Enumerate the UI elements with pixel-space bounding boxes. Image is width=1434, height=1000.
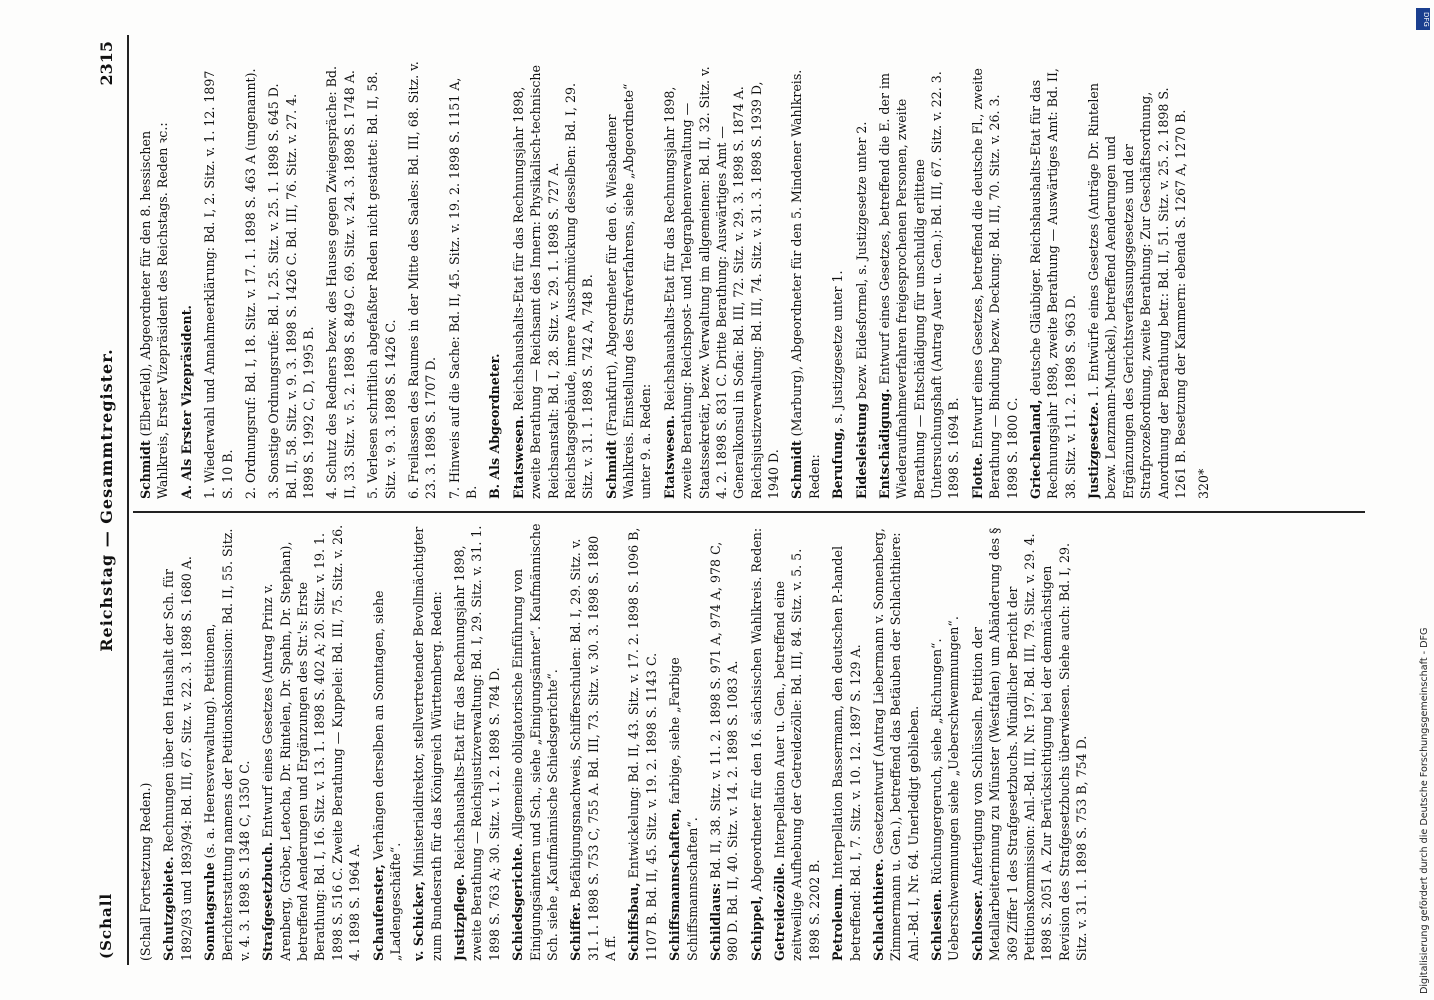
entry-text: Entwurf eines Gesetzes, betreffend die deutsche Fl., zweite Berathung — Bindung bezw. Deckung: Bd. III, 70. Sitz. v. 26. 3. 1898 S. 1800 C.	[969, 68, 1020, 499]
register-entry	[829, 523, 864, 961]
entry-text: s. Justizgesetze unter 1.	[830, 270, 846, 424]
digitization-credit: Digitalisierung gefördert durch die Deutsche Forschungsgemeinschaft - DFG	[1419, 627, 1430, 994]
entry-text: Interpellation Bassermann, den deutschen P.-handel betreffend: Bd. I, 7. Sitz. v. 10. 12. 1897 S. 129 A.	[830, 546, 863, 961]
register-entry	[876, 61, 963, 499]
entry-text: Rechnungen über den Haushalt der Sch. für 1892/93 und 1893/94: Bd. III, 67. Sitz. v. 22. 3. 1898 S. 1680 A.	[161, 556, 194, 961]
entry-heading: Griechenland,	[1027, 399, 1043, 499]
register-entry	[510, 61, 597, 499]
entry-heading: Schutzgebiete.	[161, 856, 177, 961]
entry-heading: Strafgesetzbuch.	[260, 841, 276, 961]
entry-text: (s. a. Heeresverwaltung). Petitionen, Berichterstattung namens der Petitionskommission: Bd. II, 55. Sitz. v. 4. 3. 1898 S. 1348 C, 1350 C.	[202, 528, 252, 961]
register-entry	[160, 523, 195, 961]
entry-heading: Justizgesetze.	[1086, 401, 1101, 499]
register-entry	[405, 61, 440, 499]
entry-heading: Etatswesen.	[510, 415, 526, 499]
register-entry	[201, 523, 253, 961]
register-entry	[370, 523, 405, 961]
register-entry	[707, 523, 742, 961]
register-entry	[788, 61, 823, 499]
register-entry	[603, 61, 655, 499]
entry-heading: Getreidezölle.	[772, 862, 787, 961]
entry-text: Reichshaushalts-Etat für das Rechnungsjahr 1898, zweite Berathung — Reichsjustizverwaltung: Bd. I, 29. Sitz. v. 31. 1. 1898 S. 763 A; 30. Sitz. v. 1. 2. 1898 S. 784 D.	[452, 525, 502, 961]
entry-heading: B. Als Abgeordneter.	[487, 353, 503, 499]
entry-heading: Schlachthiere.	[870, 858, 886, 961]
register-entry	[928, 523, 963, 961]
entry-text: farbige, siehe „Farbige Schiffsmannschaften“.	[667, 657, 700, 961]
entry-text: 320*	[1196, 468, 1212, 499]
header-left: (Schall	[97, 892, 115, 959]
entry-heading: Schaufenster,	[370, 864, 386, 961]
entry-text: Reichshaushalts-Etat für das Rechnungsjahr 1898, zweite Berathung — Reichsamt des Innern: Physikalisch-technische Reichsanstalt: Bd. I, 28. Sitz. v. 29. 1. 1898 S. 727 A. Reichstagsgebäude, innere Ausschmückung desselben: Bd. I, 29. Sitz. v. 31. 1. 1898 S. 742 A, 748 B.	[510, 65, 596, 499]
entry-text: (Schall Fortsetzung Reden.)	[138, 782, 153, 961]
entry-heading: Justizpflege.	[452, 873, 467, 961]
register-entry	[771, 523, 823, 961]
register-entry	[242, 61, 259, 499]
entry-heading: Entschädigung.	[876, 388, 892, 499]
entry-heading: Sonntagsruhe	[202, 862, 218, 961]
register-entry	[748, 523, 765, 961]
entry-heading: Schmidt	[603, 440, 619, 499]
register-entry	[1195, 61, 1212, 499]
register-entry	[451, 523, 503, 961]
entry-text: Interpellation Auer u. Gen., betreffend eine zeitweilige Aufhebung der Getreidezölle: Bd. III, 84. Sitz. v. 5. 5. 1898 S. 2202 B.	[772, 548, 822, 961]
right-column	[137, 61, 1363, 499]
register-entry	[567, 523, 619, 961]
register-entry	[364, 61, 399, 499]
entry-text: deutsche Gläubiger. Reichshaushalts-Etat für das Rechnungsjahr 1898, zweite Berathung — Auswärtiges Amt: Bd. II, 38. Sitz. v. 11. 2. 1898 S. 963 D.	[1027, 68, 1078, 499]
entry-text: bezw. Eidesformel, s. Justizgesetze unter 2.	[853, 121, 869, 400]
entry-heading: Schlosser.	[969, 889, 985, 961]
register-entry	[625, 523, 660, 961]
register-entry	[509, 523, 561, 961]
page-number: 2315	[97, 41, 116, 86]
rotated-register-page	[97, 35, 1369, 965]
register-entry	[265, 61, 317, 499]
entry-text: (Elberfeld), Abgeordneter für den 8. hessischen Wahlkreis, Erster Vizepräsident des Reichstags. Reden ꝛc.:	[138, 122, 171, 499]
register-entry	[661, 61, 783, 499]
header-rule	[127, 35, 129, 965]
entry-text: 1. Entwürfe eines Gesetzes (Anträge Dr. Rintelen bezw. Lenzmann-Munckel), betreffend Aenderungen und Ergänzungen des Gerichtsverfassungsgesetzes und der Strafprozeßordnung, zweite Berathung: Zur Geschäftsordnung, Anordnung der Berathung betr.: Bd. II, 51. Sitz. v. 25. 2. 1898 S. 1261 B. Besetzung der Kammern: ebenda S. 1267 A, 1270 B.	[1086, 83, 1188, 499]
register-entry	[969, 61, 1021, 499]
entry-text: Gesetzentwurf (Antrag Liebermann v. Sonnenberg, Zimmermann u. Gen.), betreffend das Betäuben der Schlachthiere: Anl.-Bd. I, Nr. 64. Unerledigt geblieben.	[870, 528, 921, 961]
register-entry	[969, 523, 1091, 961]
entry-heading: Petroleum.	[830, 883, 846, 961]
entry-text: (Marburg), Abgeordneter für den 5. Mindener Wahlkreis. Reden:	[789, 69, 822, 499]
register-entry	[410, 523, 445, 961]
entry-text: 5. Verlesen schriftlich abgefaßter Reden nicht gestattet: Bd. II, 58. Sitz. v. 9. 3. 1898 S. 1426 C.	[365, 71, 398, 499]
register-entry	[853, 61, 870, 499]
entry-heading: Eidesleistung	[853, 403, 869, 499]
register-entry	[259, 523, 363, 961]
entry-text: Anfertigung von Schlüsseln. Petition der Metallarbeiterinnung zu Münster (Westfalen) um Abänderung des § 369 Ziffer 1 des Strafgesetzbuchs. Mündlicher Bericht der Petitionskommission: Anl.-Bd. III, Nr. 197. Bd. III, 79. Sitz. v. 29. 4. 1898 S. 2051 A. Zur Berücksichtigung bei der demnächstigen Revision des Strafgesetzbuchs überwiesen. Siehe auch: Bd. I, 29. Sitz. v. 31. 1. 1898 S. 753 B, 754 D.	[969, 527, 1089, 961]
register-entry	[1027, 61, 1079, 499]
register-entry	[486, 61, 503, 499]
entry-text: Reichshaushalts-Etat für das Rechnungsjahr 1898, zweite Berathung: Reichspost- und Telegraphenverwaltung — Staatssekretär, bezw. Verwaltung im allgemeinen: Bd. II, 32. Sitz. v. 4. 2. 1898 S. 831 C. Dritte Berathung: Auswärtiges Amt — Generalkonsul in Sofia: Bd. III, 72. Sitz. v. 29. 3. 1898 S. 1874 A. Reichsjustizverwaltung: Bd. III, 74. Sitz. v. 31. 3. 1898 S. 1939 D, 1940 D.	[661, 66, 781, 499]
entry-heading: Flotte.	[969, 452, 985, 499]
register-entry	[201, 61, 236, 499]
entry-heading: Etatswesen.	[661, 415, 677, 499]
entry-text: Abgeordneter für den 16. sächsischen Wahlkreis. Reden:	[748, 527, 764, 892]
running-header	[97, 35, 125, 965]
register-entry	[829, 61, 846, 499]
header-title: Reichstag — Gesammtregister.	[97, 348, 116, 652]
entry-text: Ministerialdirektor, stellvertretender Bevollmächtigter zum Bundesrath für das Königreich Württemberg. Reden:	[411, 526, 444, 961]
register-entry	[178, 61, 195, 499]
entry-text: Rüchungergeruch, siehe „Richungen“. Ueberschwemmungen siehe „Ueberschwemmungen“.	[929, 616, 962, 961]
register-entry	[137, 523, 154, 961]
entry-text: Entwurf eines Gesetzes, betreffend die E. der im Wiederaufnahmeverfahren freigesprochenen Personen, zweite Berathung — Entschädigung für unschuldig erlittene Untersuchungshaft (Antrag Auer u. Gen.): Bd. III, 67. Sitz. v. 22. 3. 1898 S. 1694 B.	[876, 71, 962, 499]
entry-text: Allgemeine obligatorische Einführung von Einigungsämtern und Sch., siehe „Einigungsämter“. Kaufmännische Sch. siehe „Kaufmännische Schiedsgerichte“.	[510, 523, 560, 961]
entry-text: (Frankfurt), Abgeordneter für den 6. Wiesbadener Wahlkreis. Einstellung des Strafverfahrens, siehe „Abgeordnete“ unter 9. a. Reden:	[603, 83, 654, 499]
dfg-logo: DFG	[1416, 8, 1430, 30]
register-entry	[870, 523, 922, 961]
entry-heading: Schiffer.	[568, 902, 584, 961]
entry-text: Befähigungsnachweis, Schifferschulen: Bd. I, 29. Sitz. v. 31. 1. 1898 S. 753 C, 755 A. Bd. III, 73. Sitz. v. 30. 3. 1898 S. 1880 A ff.	[568, 535, 618, 961]
entry-heading: A. Als Erster Vizepräsident.	[178, 305, 194, 499]
entry-heading: Schlesien.	[929, 888, 944, 961]
entry-text: 7. Hinweis auf die Sache: Bd. II, 45. Sitz. v. 19. 2. 1898 S. 1151 A, B.	[446, 77, 479, 499]
entry-text: 6. Freilassen des Raumes in der Mitte des Saales: Bd. III, 68. Sitz. v. 23. 3. 1898 S. 1707 D.	[405, 61, 439, 499]
entry-heading: Schippel,	[748, 895, 764, 961]
entry-heading: Schiedsgerichte.	[510, 843, 526, 961]
column-divider	[133, 511, 1365, 513]
register-entry	[323, 61, 358, 499]
entry-heading: Berufung,	[830, 427, 846, 499]
entry-text: Verhängen derselben an Sonntagen, siehe „Ladengeschäfte“.	[370, 590, 403, 961]
entry-heading: Schmidt	[138, 440, 153, 499]
left-column	[137, 523, 1363, 961]
entry-text: 2. Ordnungsruf: Bd. I, 18. Sitz. v. 17. 1. 1898 S. 463 A (ungenannt).	[242, 68, 258, 499]
entry-text: Entwurf eines Gesetzes (Antrag Prinz v. Arenberg, Gröber, Letocha, Dr. Rintelen, Dr. Spahn, Dr. Stephan), betreffend Aenderungen und Ergänzungen des Str.'s: Erste Berathung: Bd. I, 16. Sitz. v. 13. 1. 1898 S. 402 A; 20. Sitz. v. 19. 1. 1898 S. 516 C. Zweite Berathung — Kuppelei: Bd. III, 75. Sitz. v. 26. 4. 1898 S. 1964 A.	[260, 524, 363, 961]
register-entry	[1085, 61, 1189, 499]
register-entry	[666, 523, 701, 961]
entry-text: 4. Schutz des Redners bezw. des Hauses gegen Zwiegespräche: Bd. II, 33. Sitz. v. 5. 2. 1898 S. 849 C. 69. Sitz. v. 24. 3. 1898 S. 1748 A.	[324, 66, 357, 499]
register-entry	[446, 61, 481, 499]
entry-heading: Schiffsmannschaften,	[667, 808, 683, 961]
entry-heading: Schmidt	[789, 440, 805, 499]
entry-text: 3. Sonstige Ordnungsrufe: Bd. I, 25. Sitz. v. 25. 1. 1898 S. 645 D. Bd. II, 58. Sitz. v. 9. 3. 1898 S. 1426 C. Bd. III, 76. Sitz. v. 27. 4. 1898 S. 1992 C, D, 1995 B.	[266, 83, 316, 499]
entry-text: Entwickelung: Bd. II, 43. Sitz. v. 17. 2. 1898 S. 1096 B, 1107 B. Bd. II, 45. Sitz. v. 19. 2. 1898 S. 1143 C.	[626, 527, 659, 961]
entry-heading: Schildlaus:	[707, 882, 723, 961]
entry-heading: Schiffsbau,	[626, 882, 642, 961]
register-entry	[137, 61, 172, 499]
entry-text: Bd. II, 38. Sitz. v. 11. 2. 1898 S. 971 A, 974 A, 978 C, 980 D. Bd. II, 40. Sitz. v. 14. 2. 1898 S. 1083 A.	[707, 541, 741, 961]
entry-text: 1. Wiederwahl und Annahmeerklärung: Bd. I, 2. Sitz. v. 1. 12. 1897 S. 10 B.	[202, 70, 235, 499]
entry-heading: v. Schicker,	[411, 880, 427, 961]
